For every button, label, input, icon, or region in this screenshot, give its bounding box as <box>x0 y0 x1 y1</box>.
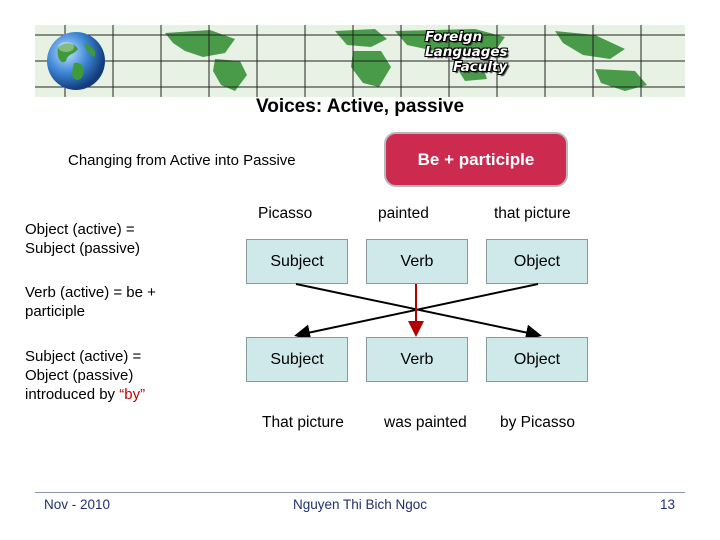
footer-author: Nguyen Thi Bich Ngoc <box>292 497 428 512</box>
brand-line-2: Languages <box>425 44 508 60</box>
rule-line: participle <box>25 303 86 320</box>
passive-role-object-box: Object <box>486 337 588 382</box>
brand-line-3: Faculty <box>453 59 508 75</box>
active-word-verb: painted <box>378 205 429 222</box>
passive-word-object: by Picasso <box>500 414 575 431</box>
rule-line: Subject (active) = <box>25 348 142 365</box>
slide-subtitle: Changing from Active into Passive <box>68 152 296 169</box>
brand-line-1: Foreign <box>425 29 483 45</box>
by-highlight: “by” <box>119 386 146 403</box>
active-role-verb-box: Verb <box>366 239 468 284</box>
rule-line: Verb (active) = be + <box>25 284 156 301</box>
active-word-subject: Picasso <box>258 205 313 222</box>
footer-date: Nov - 2010 <box>44 497 111 512</box>
passive-role-subject-box: Subject <box>246 337 348 382</box>
passive-word-subject: That picture <box>262 414 344 431</box>
rule-line: Object (active) = <box>25 221 135 238</box>
footer-divider <box>35 492 685 493</box>
rule-text: introduced by <box>25 386 120 403</box>
passive-word-verb: was painted <box>384 414 467 431</box>
rule-line: Object (passive) <box>25 367 134 384</box>
active-role-subject-box: Subject <box>246 239 348 284</box>
slide-title: Voices: Active, passive <box>255 96 465 117</box>
passive-role-verb-box: Verb <box>366 337 468 382</box>
rule-line: Subject (passive) <box>25 240 141 257</box>
formula-box: Be + participle <box>384 132 568 187</box>
page-number: 13 <box>660 497 676 512</box>
active-role-object-box: Object <box>486 239 588 284</box>
active-word-object: that picture <box>494 205 571 222</box>
